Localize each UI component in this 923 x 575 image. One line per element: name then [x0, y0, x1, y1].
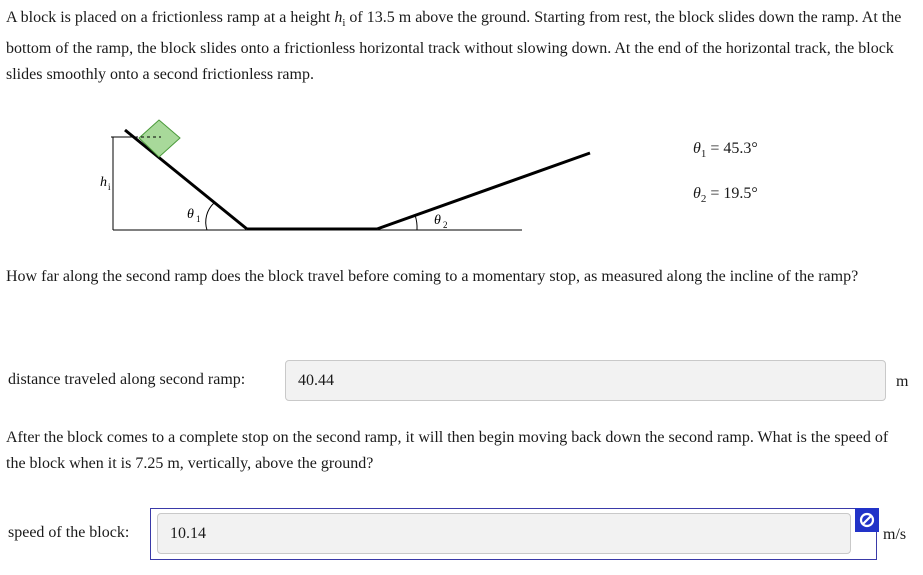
speed-unit: m/s	[883, 526, 907, 543]
theta1-value	[693, 140, 758, 160]
theta2-text: = 19.5°	[706, 185, 758, 202]
theta2-subscript: 2	[700, 193, 707, 206]
ramp-diagram	[95, 118, 595, 238]
question-2-text-1: After the block comes to a complete stop on the second ramp, it will then begin moving back down the second ramp. What is the speed of the block when it is 7.25 m	[6, 429, 889, 472]
second-ramp	[377, 153, 590, 229]
speed-label: speed of the block:	[8, 524, 130, 541]
height-variable: h	[334, 9, 343, 26]
theta2-symbol: θ	[693, 185, 701, 202]
theta1-symbol: θ	[693, 140, 701, 157]
theta1-text: = 45.3°	[706, 140, 758, 157]
first-ramp	[125, 130, 247, 229]
theta2-label-subscript: 2	[443, 220, 448, 230]
theta2-label: θ	[434, 213, 441, 228]
intro-paragraph	[6, 5, 911, 88]
cancel-icon	[855, 508, 879, 532]
theta2-value	[693, 185, 758, 205]
question-2-text	[6, 425, 911, 477]
question-2-text-2: , vertically, above the ground?	[179, 455, 374, 472]
theta1-label-subscript: 1	[196, 214, 201, 224]
distance-input[interactable]: 40.44	[285, 360, 886, 401]
theta1-label: θ	[187, 207, 194, 222]
block	[139, 120, 180, 157]
distance-label: distance traveled along second ramp:	[8, 371, 246, 388]
height-label: h	[100, 175, 107, 190]
height-variable-subscript: i	[342, 17, 346, 30]
intro-text-2: of 13.5 m above the ground. Starting from rest, the block slides down the ramp. At the bottom of the ramp, the block slides onto a frictionless horizontal track without slowing down. At the end of the horizontal track, the block slides smoothly onto a second frictionless ramp.	[6, 9, 902, 84]
speed-input[interactable]: 10.14	[157, 513, 851, 554]
question-1-text: How far along the second ramp does the block travel before coming to a momentary stop, as measured along the incline of the ramp?	[6, 268, 859, 285]
height-label-subscript: i	[108, 182, 111, 192]
theta1-subscript: 1	[700, 148, 707, 161]
distance-unit: m	[896, 373, 909, 390]
theta2-arc	[415, 215, 417, 230]
theta1-arc	[206, 203, 214, 230]
intro-text-1: A block is placed on a frictionless ramp at a height	[6, 9, 335, 26]
